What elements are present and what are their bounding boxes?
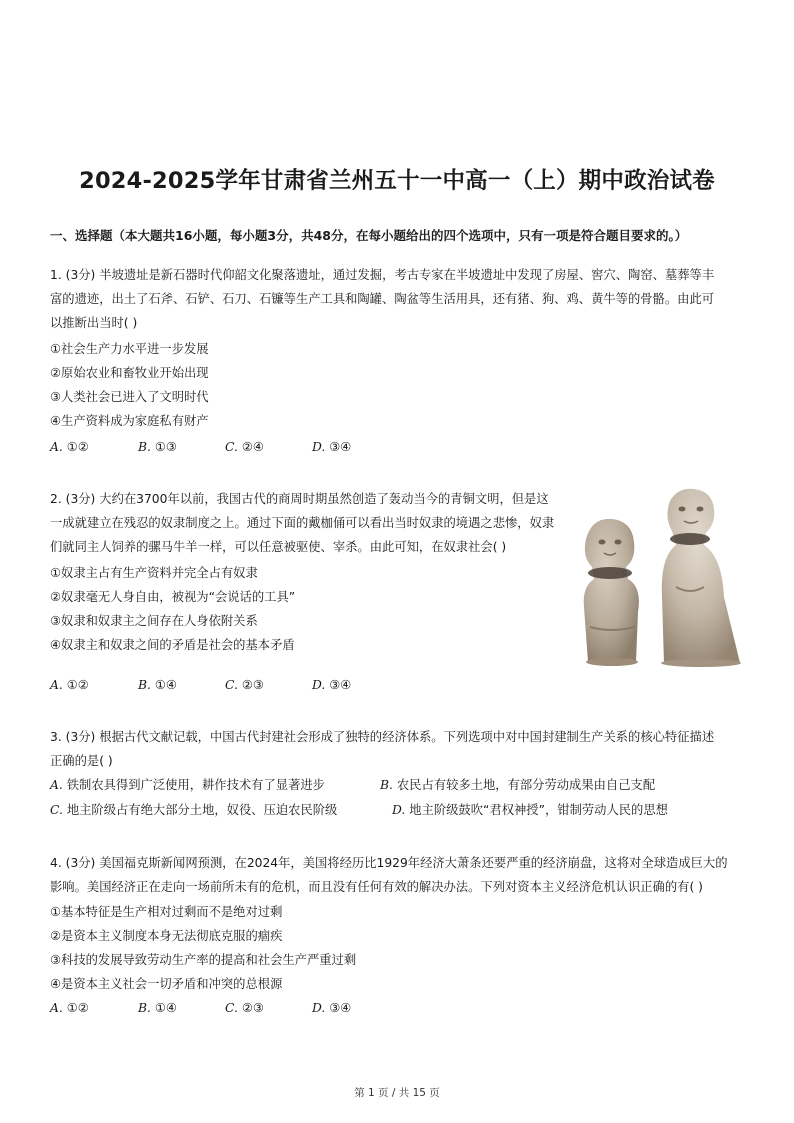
question-3-options-row-1 <box>50 776 750 794</box>
option-d[interactable]: D. ③④ <box>312 440 352 454</box>
question-4-statement-4: ④是资本主义社会一切矛盾和冲突的总根源 <box>50 977 283 991</box>
option-d[interactable]: D. 地主阶级鼓吹“君权神授”，钳制劳动人民的思想 <box>392 803 668 817</box>
question-2-stem-line-3: 们就同主人饲养的骡马牛羊一样，可以任意被驱使、宰杀。由此可知，在奴隶社会( ) <box>50 540 507 554</box>
section-heading: 一、选择题（本大题共16小题，每小题3分，共48分，在每小题给出的四个选项中，只有一项是符合题目要求的。） <box>50 228 688 243</box>
question-4-stem-line-1: 4. (3分) 美国福克斯新闻网预测，在2024年，美国将经历比1929年经济大萧条还要严重的经济崩盘，这将对全球造成巨大的 <box>50 856 728 870</box>
page-title: 2024-2025学年甘肃省兰州五十一中高一（上）期中政治试卷 <box>79 168 715 194</box>
question-1-stem-line-2: 富的遗迹，出土了石斧、石铲、石刀、石镰等生产工具和陶罐、陶盆等生活用具，还有猪、狗、鸡、黄牛等的骨骼。由此可 <box>50 292 715 306</box>
question-2-stem-line-2: 一成就建立在残忍的奴隶制度之上。通过下面的戴枷俑可以看出当时奴隶的境遇之悲惨，奴隶 <box>50 516 555 530</box>
question-4-statement-1: ①基本特征是生产相对过剩而不是绝对过剩 <box>50 905 283 919</box>
option-a[interactable]: A. 铁制农具得到广泛使用，耕作技术有了显著进步 <box>50 778 325 792</box>
question-2-stem-line-1: 2. (3分) 大约在3700年以前，我国古代的商周时期虽然创造了轰动当今的青铜文明，但是这 <box>50 492 549 506</box>
right-figurine <box>661 489 741 667</box>
option-c[interactable]: C. 地主阶级占有绝大部分土地，奴役、压迫农民阶级 <box>50 803 338 817</box>
option-c[interactable]: C. ②③ <box>225 678 264 692</box>
question-1-statement-1: ①社会生产力水平进一步发展 <box>50 342 209 356</box>
option-c[interactable]: C. ②③ <box>225 1001 264 1015</box>
option-d[interactable]: D. ③④ <box>312 678 352 692</box>
question-2-statement-2: ②奴隶毫无人身自由，被视为“会说话的工具” <box>50 590 296 604</box>
page-footer: 第 1 页 / 共 15 页 <box>354 1087 440 1099</box>
question-4-statement-3: ③科技的发展导致劳动生产率的提高和社会生产严重过剩 <box>50 953 357 967</box>
question-2-statement-3: ③奴隶和奴隶主之间存在人身依附关系 <box>50 614 258 628</box>
left-figurine <box>584 519 639 666</box>
question-1-stem-line-3: 以推断出当时( ) <box>50 316 138 330</box>
option-a[interactable]: A. ①② <box>50 1001 89 1015</box>
question-3-stem-line-1: 3. (3分) 根据古代文献记载，中国古代封建社会形成了独特的经济体系。下列选项中对中国封建制生产关系的核心特征描述 <box>50 730 715 744</box>
option-b[interactable]: B. ①④ <box>138 1001 177 1015</box>
question-3-stem-line-2: 正确的是( ) <box>50 754 113 768</box>
option-b[interactable]: B. ①④ <box>138 678 177 692</box>
question-4-statement-2: ②是资本主义制度本身无法彻底克服的痼疾 <box>50 929 283 943</box>
option-b[interactable]: B. ①③ <box>138 440 177 454</box>
question-1-options <box>50 438 450 456</box>
question-1-statement-3: ③人类社会已进入了文明时代 <box>50 390 209 404</box>
option-a[interactable]: A. ①② <box>50 678 89 692</box>
question-4-stem-line-2: 影响。美国经济正在走向一场前所未有的危机，而且没有任何有效的解决办法。下列对资本主义经济危机认识正确的有( ) <box>50 880 703 894</box>
question-2-statement-4: ④奴隶主和奴隶之间的矛盾是社会的基本矛盾 <box>50 638 295 652</box>
question-2-statement-1: ①奴隶主占有生产资料并完全占有奴隶 <box>50 566 258 580</box>
question-1-statement-4: ④生产资料成为家庭私有财产 <box>50 414 209 428</box>
option-a[interactable]: A. ①② <box>50 440 89 454</box>
shackled-figurines-photo <box>572 487 747 669</box>
option-d[interactable]: D. ③④ <box>312 1001 352 1015</box>
question-3-options-row-2 <box>50 801 750 819</box>
question-4-options <box>50 999 450 1017</box>
question-1-stem-line-1: 1. (3分) 半坡遗址是新石器时代仰韶文化聚落遗址，通过发掘，考古专家在半坡遗址中发现了房屋、窖穴、陶窑、墓葬等丰 <box>50 268 715 282</box>
question-2-options <box>50 676 450 694</box>
option-b[interactable]: B. 农民占有较多土地，有部分劳动成果由自己支配 <box>380 778 656 792</box>
question-1-statement-2: ②原始农业和畜牧业开始出现 <box>50 366 209 380</box>
option-c[interactable]: C. ②④ <box>225 440 264 454</box>
